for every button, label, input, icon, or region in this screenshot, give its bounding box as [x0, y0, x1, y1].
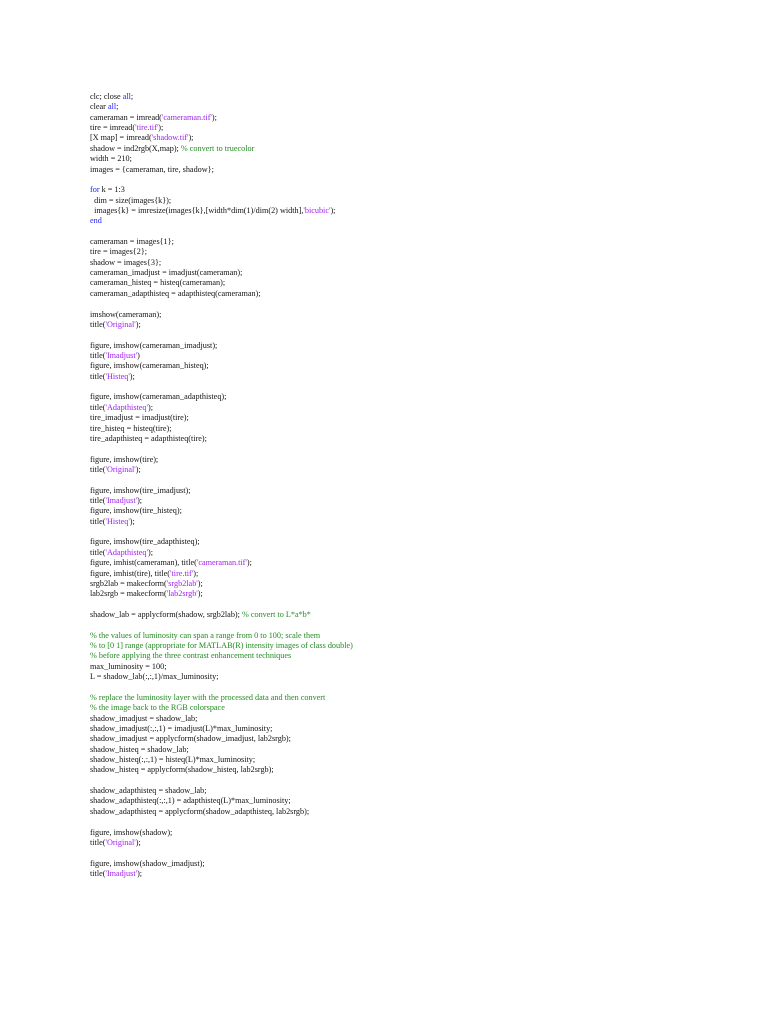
code-comment: % convert to L*a*b*: [241, 609, 311, 619]
code-text: );: [193, 568, 199, 578]
code-line: [90, 869, 740, 879]
code-string: 'Adapthisteq': [105, 547, 148, 557]
code-text: images{k} = imresize(images{k},[width*dim(1)/dim(2) width],: [90, 205, 304, 215]
code-line: [90, 154, 740, 164]
code-line: [90, 392, 740, 402]
code-string: 'Histeq': [105, 371, 130, 381]
code-text: shadow_imadjust(:,:,1) = imadjust(L)*max_luminosity;: [90, 723, 273, 733]
code-line: [90, 610, 740, 620]
code-text: L = shadow_lab(:,:,1)/max_luminosity;: [90, 672, 219, 682]
code-line: [90, 455, 740, 465]
code-text: );: [148, 547, 154, 557]
code-text: shadow_imadjust = shadow_lab;: [90, 713, 198, 723]
code-text: title(: [90, 371, 106, 381]
code-text: [X map] = imread(: [90, 133, 152, 143]
code-line: [90, 569, 740, 579]
code-text: figure, imshow(cameraman_imadjust);: [90, 340, 218, 350]
code-line: [90, 631, 740, 641]
code-comment: % to [0 1] range (appropriate for MATLAB(R) intensity images of class double): [90, 641, 353, 651]
code-line: [90, 714, 740, 724]
code-line: [90, 123, 740, 133]
code-text: figure, imshow(cameraman_histeq);: [90, 361, 209, 371]
code-text: );: [137, 496, 143, 506]
code-text: figure, imshow(shadow_imadjust);: [90, 858, 205, 868]
code-line: [90, 859, 740, 869]
code-text: figure, imshow(tire_histeq);: [90, 506, 182, 516]
code-text: clear: [90, 102, 108, 112]
code-line: [90, 144, 740, 154]
code-string: 'tire.tif': [170, 568, 194, 578]
code-keyword: all: [122, 92, 131, 101]
code-line: [90, 434, 740, 444]
code-line: [90, 537, 740, 547]
code-text: );: [148, 402, 154, 412]
code-line: [90, 517, 740, 527]
code-text: tire = imread(: [90, 123, 136, 133]
blank-line: [90, 682, 740, 692]
code-line: [90, 403, 740, 413]
code-line: [90, 496, 740, 506]
code-line: [90, 579, 740, 589]
code-line: [90, 548, 740, 558]
code-line: [90, 755, 740, 765]
code-comment: % convert to truecolor: [180, 143, 255, 153]
code-text: images = {cameraman, tire, shadow};: [90, 164, 214, 174]
code-text: srgb2lab = makecform(: [90, 578, 167, 588]
code-keyword: end: [90, 216, 102, 226]
blank-line: [90, 330, 740, 340]
code-string: 'Adapthisteq': [105, 402, 148, 412]
code-text: shadow_adapthisteq = shadow_lab;: [90, 786, 207, 796]
code-text: title(: [90, 868, 106, 878]
code-line: [90, 185, 740, 195]
code-string: 'tire.tif': [135, 123, 159, 133]
code-line: [90, 745, 740, 755]
code-comment: % before applying the three contrast enhancement techniques: [90, 651, 292, 661]
code-line: [90, 786, 740, 796]
code-line: [90, 465, 740, 475]
code-text: shadow_histeq(:,:,1) = histeq(L)*max_luminosity;: [90, 755, 256, 764]
code-line: [90, 486, 740, 496]
code-line: [90, 133, 740, 143]
code-text: );: [129, 371, 135, 381]
code-text: shadow_lab = applycform(shadow, srgb2lab);: [90, 609, 242, 619]
code-string: 'lab2srgb': [166, 589, 198, 599]
code-line: [90, 796, 740, 806]
code-text: shadow = images{3};: [90, 257, 162, 267]
code-line: [90, 424, 740, 434]
code-line: [90, 589, 740, 599]
code-text: title(: [90, 350, 106, 360]
code-line: [90, 258, 740, 268]
code-text: tire = images{2};: [90, 247, 148, 257]
blank-line: [90, 382, 740, 392]
code-line: [90, 828, 740, 838]
code-line: [90, 724, 740, 734]
code-line: [90, 651, 740, 661]
code-text: k = 1:3: [99, 185, 125, 195]
blank-line: [90, 776, 740, 786]
code-text: title(: [90, 464, 106, 474]
code-text: figure, imshow(shadow);: [90, 827, 173, 837]
blank-line: [90, 848, 740, 858]
code-text: );: [197, 589, 203, 599]
code-string: 'Original': [105, 837, 136, 847]
code-text: shadow = ind2rgb(X,map);: [90, 143, 181, 153]
code-line: [90, 206, 740, 216]
blank-line: [90, 817, 740, 827]
code-string: 'Imadjust': [105, 350, 138, 360]
code-string: 'Imadjust': [105, 496, 138, 506]
code-line: [90, 641, 740, 651]
code-line: [90, 372, 740, 382]
code-string: 'Original': [105, 464, 136, 474]
code-text: tire_histeq = histeq(tire);: [90, 423, 172, 433]
code-text: );: [135, 464, 141, 474]
code-line: [90, 278, 740, 288]
code-text: );: [197, 578, 203, 588]
code-text: width = 210;: [90, 154, 132, 164]
code-line: [90, 216, 740, 226]
code-line: [90, 320, 740, 330]
code-text: );: [246, 558, 252, 568]
blank-line: [90, 620, 740, 630]
code-line: [90, 165, 740, 175]
code-text: cameraman_adapthisteq = adapthisteq(cameraman);: [90, 288, 261, 298]
code-text: lab2srgb = makecform(: [90, 589, 167, 599]
code-line: [90, 413, 740, 423]
code-text: );: [137, 868, 143, 878]
code-line: [90, 341, 740, 351]
code-string: 'Original': [105, 319, 136, 329]
code-text: );: [211, 112, 217, 122]
code-text: tire_imadjust = imadjust(tire);: [90, 413, 189, 423]
code-string: 'Histeq': [105, 516, 130, 526]
code-line: [90, 310, 740, 320]
code-line: [90, 506, 740, 516]
code-string: 'bicubic': [303, 205, 331, 215]
code-text: title(: [90, 319, 106, 329]
code-line: [90, 807, 740, 817]
code-listing: [90, 92, 740, 879]
code-text: );: [330, 205, 336, 215]
code-text: );: [135, 837, 141, 847]
code-text: );: [188, 133, 194, 143]
code-text: shadow_adapthisteq = applycform(shadow_adapthisteq, lab2srgb);: [90, 806, 310, 816]
code-text: title(: [90, 547, 106, 557]
code-line: [90, 247, 740, 257]
code-text: shadow_imadjust = applycform(shadow_imadjust, lab2srgb);: [90, 734, 291, 744]
code-line: [90, 237, 740, 247]
code-line: [90, 113, 740, 123]
code-comment: % the values of luminosity can span a range from 0 to 100; scale them: [90, 630, 321, 640]
code-text: clc; close: [90, 92, 123, 101]
blank-line: [90, 299, 740, 309]
code-text: ): [137, 350, 140, 360]
code-text: ;: [116, 102, 119, 112]
code-line: [90, 662, 740, 672]
code-text: cameraman_histeq = histeq(cameraman);: [90, 278, 226, 288]
code-line: [90, 558, 740, 568]
code-text: title(: [90, 516, 106, 526]
code-line: [90, 734, 740, 744]
code-text: title(: [90, 496, 106, 506]
code-line: [90, 703, 740, 713]
code-comment: % replace the luminosity layer with the processed data and then convert: [90, 692, 326, 702]
code-keyword: all: [107, 102, 117, 112]
code-text: figure, imhist(tire), title(: [90, 568, 171, 578]
code-text: shadow_histeq = shadow_lab;: [90, 744, 189, 754]
code-text: );: [158, 123, 164, 133]
code-string: 'Imadjust': [105, 868, 138, 878]
blank-line: [90, 227, 740, 237]
blank-line: [90, 600, 740, 610]
blank-line: [90, 175, 740, 185]
code-line: [90, 102, 740, 112]
code-text: );: [135, 319, 141, 329]
code-string: 'shadow.tif': [151, 133, 189, 143]
code-line: [90, 672, 740, 682]
code-text: figure, imshow(cameraman_adapthisteq);: [90, 392, 227, 402]
blank-line: [90, 444, 740, 454]
blank-line: [90, 475, 740, 485]
code-text: ;: [130, 92, 134, 101]
code-text: tire_adapthisteq = adapthisteq(tire);: [90, 433, 207, 443]
code-text: );: [129, 516, 135, 526]
code-line: [90, 351, 740, 361]
code-line: [90, 765, 740, 775]
code-string: 'cameraman.tif': [196, 558, 247, 568]
code-line: [90, 268, 740, 278]
code-text: title(: [90, 837, 106, 847]
code-keyword: for: [90, 185, 100, 195]
code-text: max_luminosity = 100;: [90, 661, 167, 671]
code-text: cameraman = imread(: [90, 112, 162, 122]
code-text: figure, imhist(cameraman), title(: [90, 558, 197, 568]
code-line: [90, 196, 740, 206]
blank-line: [90, 527, 740, 537]
code-line: [90, 838, 740, 848]
code-comment: % the image back to the RGB colorspace: [90, 703, 225, 713]
code-text: cameraman = images{1};: [90, 237, 174, 247]
code-line: [90, 289, 740, 299]
code-text: figure, imshow(tire_adapthisteq);: [90, 537, 200, 547]
code-line: [90, 361, 740, 371]
code-string: 'srgb2lab': [166, 578, 198, 588]
code-line: [90, 693, 740, 703]
code-line: [90, 92, 740, 102]
code-text: shadow_adapthisteq(:,:,1) = adapthisteq(L)*max_luminosity;: [90, 796, 291, 806]
code-string: 'cameraman.tif': [161, 112, 212, 122]
code-text: figure, imshow(tire);: [90, 454, 159, 464]
code-text: cameraman_imadjust = imadjust(cameraman);: [90, 268, 243, 278]
code-text: imshow(cameraman);: [90, 309, 162, 319]
code-text: shadow_histeq = applycform(shadow_histeq, lab2srgb);: [90, 765, 274, 775]
code-text: figure, imshow(tire_imadjust);: [90, 485, 191, 495]
code-text: dim = size(images{k});: [90, 195, 172, 205]
code-text: title(: [90, 402, 106, 412]
